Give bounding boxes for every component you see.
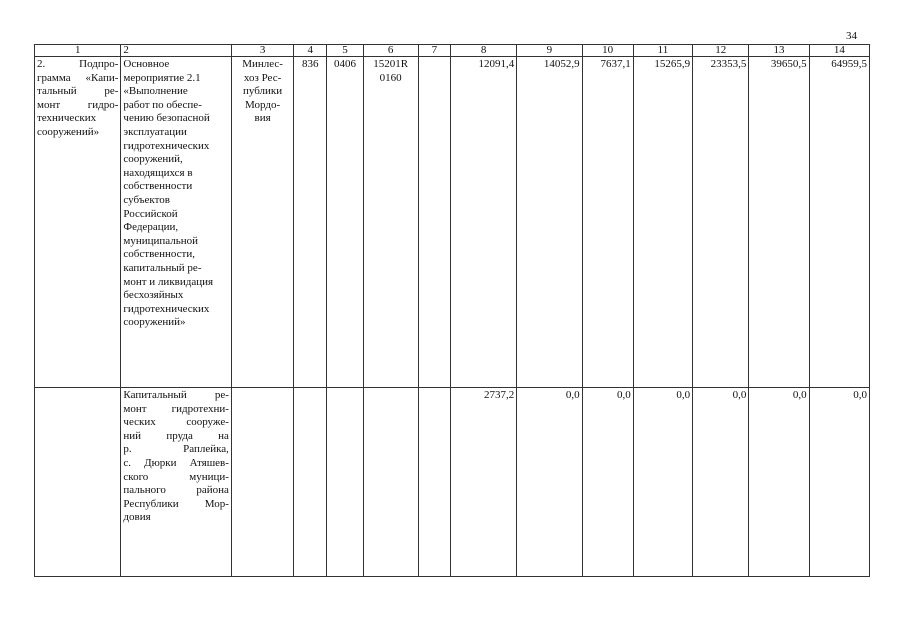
- value-col-11: 0,0: [633, 388, 692, 577]
- cell-text-line: Российской: [123, 207, 178, 220]
- cell-text-line: монт гидро-: [37, 98, 119, 111]
- cell-text-line: монт гидротехни-: [123, 402, 229, 415]
- table-header-row: [35, 45, 870, 57]
- cell-text-line: Капитальный ре-: [123, 389, 229, 401]
- rzpr-code: [327, 388, 363, 577]
- cell-text-line: хоз Рес-: [243, 71, 282, 84]
- budget-table: [34, 44, 870, 577]
- cell-text-line: грамма «Капи-: [37, 71, 119, 84]
- value-col-8: 2737,2: [450, 388, 516, 577]
- value-col-13: 0,0: [749, 388, 809, 577]
- subprogram-name-cell: [35, 388, 121, 577]
- cell-text-line: довия: [123, 511, 151, 524]
- cell-text-line: 2. Подпро-: [37, 58, 119, 70]
- measure-name-cell: [121, 388, 232, 577]
- cell-text-line: технических: [37, 112, 97, 125]
- cell-text-line: тальный ре-: [37, 85, 119, 98]
- cell-text-line: 15201R: [373, 58, 409, 70]
- cell-text-line: находящихся в: [123, 166, 193, 179]
- cell-text-line: Основное: [123, 58, 170, 70]
- table-row-subprogram: [35, 57, 870, 388]
- column-header: 7: [418, 45, 450, 57]
- grbs-code: 836: [294, 57, 327, 388]
- column-header: 3: [231, 45, 293, 57]
- cell-text-line: Мордо-: [245, 98, 281, 111]
- cell-text-line: работ по обеспе-: [123, 98, 202, 111]
- column-header: 5: [327, 45, 363, 57]
- responsible-executor-cell: [231, 57, 293, 388]
- value-col-9: 14052,9: [517, 57, 582, 388]
- page-number: 34: [846, 30, 857, 42]
- cell-text-line: бесхозяйных: [123, 289, 184, 302]
- column-header: 2: [121, 45, 232, 57]
- cell-text-line: ского муници-: [123, 470, 229, 483]
- column-header: 9: [517, 45, 582, 57]
- value-col-14: 64959,5: [809, 57, 869, 388]
- cell-text-line: «Выполнение: [123, 85, 188, 98]
- csr-code: [366, 58, 416, 85]
- value-col-12: 23353,5: [693, 57, 749, 388]
- value-col-12: 0,0: [693, 388, 749, 577]
- cell-text-line: мероприятие 2.1: [123, 71, 201, 84]
- column-header: 14: [809, 45, 869, 57]
- column-header: 10: [582, 45, 633, 57]
- cell-text-line: вия: [254, 112, 271, 125]
- cell-text-line: собственности,: [123, 248, 195, 261]
- measure-name: [123, 58, 229, 330]
- cell-text-line: эксплуатации: [123, 125, 187, 138]
- cell-text-line: монт и ликвидация: [123, 275, 214, 288]
- cell-text-line: Федерации,: [123, 221, 179, 234]
- column-header: 1: [35, 45, 121, 57]
- cell-text-line: р. Раплейка,: [123, 443, 229, 456]
- rzpr-code: 0406: [327, 57, 363, 388]
- cell-text-line: публики: [242, 85, 283, 98]
- cell-text-line: собственности: [123, 180, 193, 193]
- column-header: 12: [693, 45, 749, 57]
- cell-text-line: пального района: [123, 484, 229, 497]
- vr-code: [418, 57, 450, 388]
- vr-code: [418, 388, 450, 577]
- cell-text-line: Минлес-: [242, 58, 283, 70]
- measure-name: [123, 389, 229, 525]
- cell-text-line: капитальный ре-: [123, 261, 202, 274]
- value-col-11: 15265,9: [633, 57, 692, 388]
- responsible-executor: [234, 58, 291, 126]
- value-col-14: 0,0: [809, 388, 869, 577]
- csr-code-cell: [363, 388, 418, 577]
- grbs-code: [294, 388, 327, 577]
- column-header: 4: [294, 45, 327, 57]
- cell-text-line: гидротехнических: [123, 139, 210, 152]
- cell-text-line: сооружений»: [123, 316, 186, 329]
- cell-text-line: с. Дюрки Атяшев-: [123, 456, 229, 469]
- value-col-10: 7637,1: [582, 57, 633, 388]
- cell-text-line: гидротехнических: [123, 302, 210, 315]
- column-header: 13: [749, 45, 809, 57]
- value-col-9: 0,0: [517, 388, 582, 577]
- value-col-8: 12091,4: [450, 57, 516, 388]
- csr-code-cell: [363, 57, 418, 388]
- cell-text-line: сооружений,: [123, 153, 183, 166]
- cell-text-line: муниципальной: [123, 234, 199, 247]
- measure-name-cell: [121, 57, 232, 388]
- cell-text-line: сооружений»: [37, 125, 100, 138]
- cell-text-line: чению безопасной: [123, 112, 210, 125]
- column-header: 11: [633, 45, 692, 57]
- cell-text-line: ческих сооруже-: [123, 416, 229, 429]
- table-row-pond-repair: [35, 388, 870, 577]
- value-col-10: 0,0: [582, 388, 633, 577]
- cell-text-line: Республики Мор-: [123, 497, 229, 510]
- responsible-executor-cell: [231, 388, 293, 577]
- value-col-13: 39650,5: [749, 57, 809, 388]
- column-header: 6: [363, 45, 418, 57]
- cell-text-line: ний пруда на: [123, 429, 229, 442]
- column-header: 8: [450, 45, 516, 57]
- subprogram-name-cell: [35, 57, 121, 388]
- cell-text-line: субъектов: [123, 193, 170, 206]
- cell-text-line: 0160: [379, 71, 402, 84]
- subprogram-name: [37, 58, 118, 140]
